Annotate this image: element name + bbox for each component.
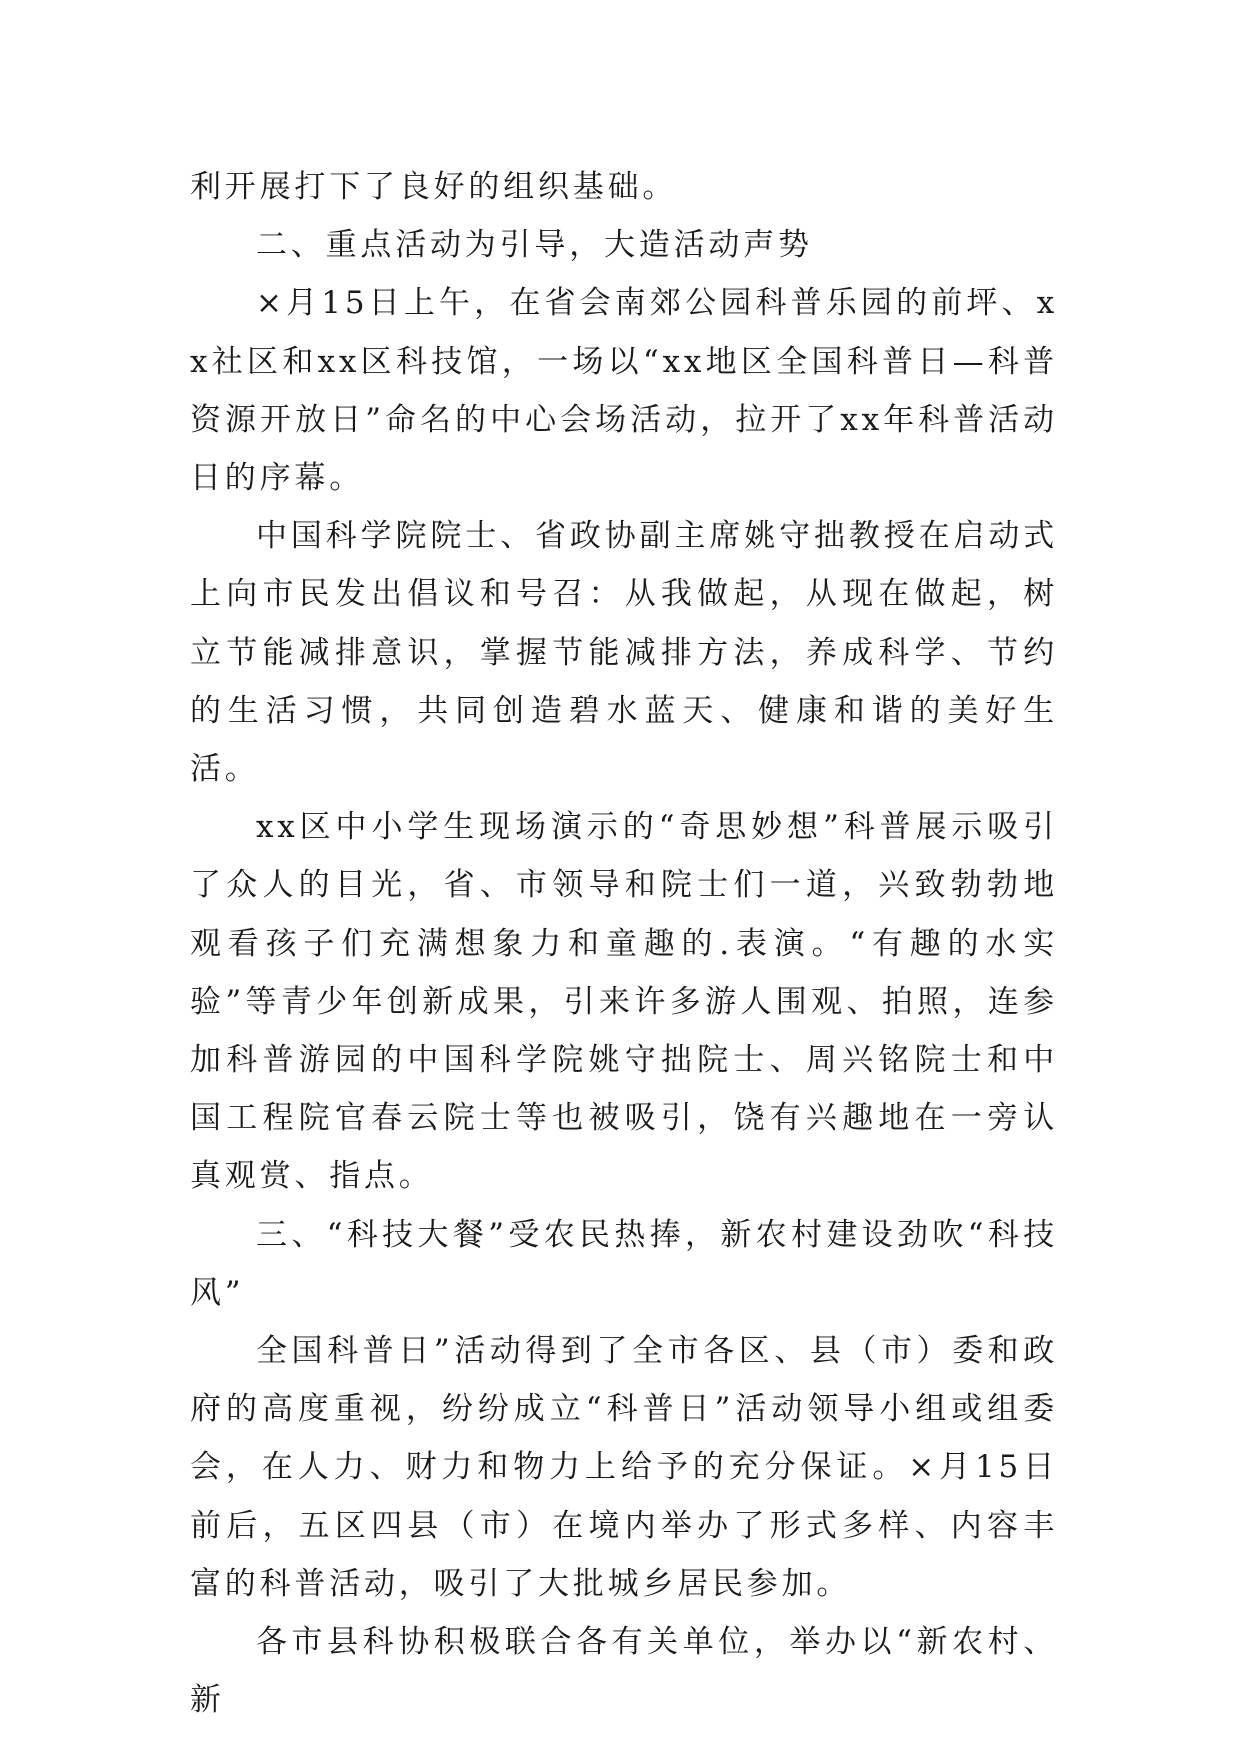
section-heading: 三、“科技大餐”受农民热捧，新农村建设劲吹“科技风” [190,1216,1058,1311]
paragraph: 利开展打下了良好的组织基础。 [190,169,678,205]
section-heading: 二、重点活动为引导，大造活动声势 [256,227,813,264]
paragraph: 中国科学院院士、省政协副主席姚守拙教授在启动式上向市民发出倡议和号召：从我做起，从现在做起，树立节能减排意识，掌握节能减排方法，养成科学、节约的生活习惯，共同创造碧水蓝天、健康和谐的美好生活。 [190,518,1058,788]
paragraph: 各市县科协积极联合各有关单位，举办以“新农村、新 [190,1624,1058,1719]
paragraph: xx区中小学生现场演示的“奇思妙想”科普展示吸引了众人的目光，省、市领导和院士们一道，兴致勃勃地观看孩子们充满想象力和童趣的.表演。“有趣的水实验”等青少年创新成果，引来许多游人围观、拍照，连参加科普游园的中国科学院姚守拙院士、周兴铭院士和中国工程院官春云院士等也被吸引，饶有兴趣地在一旁认真观赏、指点。 [190,809,1058,1195]
paragraph: 全国科普日”活动得到了全市各区、县（市）委和政府的高度重视，纷纷成立“科普日”活动领导小组或组委会，在人力、财力和物力上给予的充分保证。×月15日前后，五区四县（市）在境内举办了形式多样、内容丰富的科普活动，吸引了大批城乡居民参加。 [190,1333,1058,1602]
paragraph: ×月15日上午，在省会南郊公园科普乐园的前坪、xx社区和xx区科技馆，一场以“xx地区全国科普日—科普资源开放日”命名的中心会场活动，拉开了xx年科普活动日的序幕。 [190,285,1058,497]
document-body [190,158,1058,1729]
